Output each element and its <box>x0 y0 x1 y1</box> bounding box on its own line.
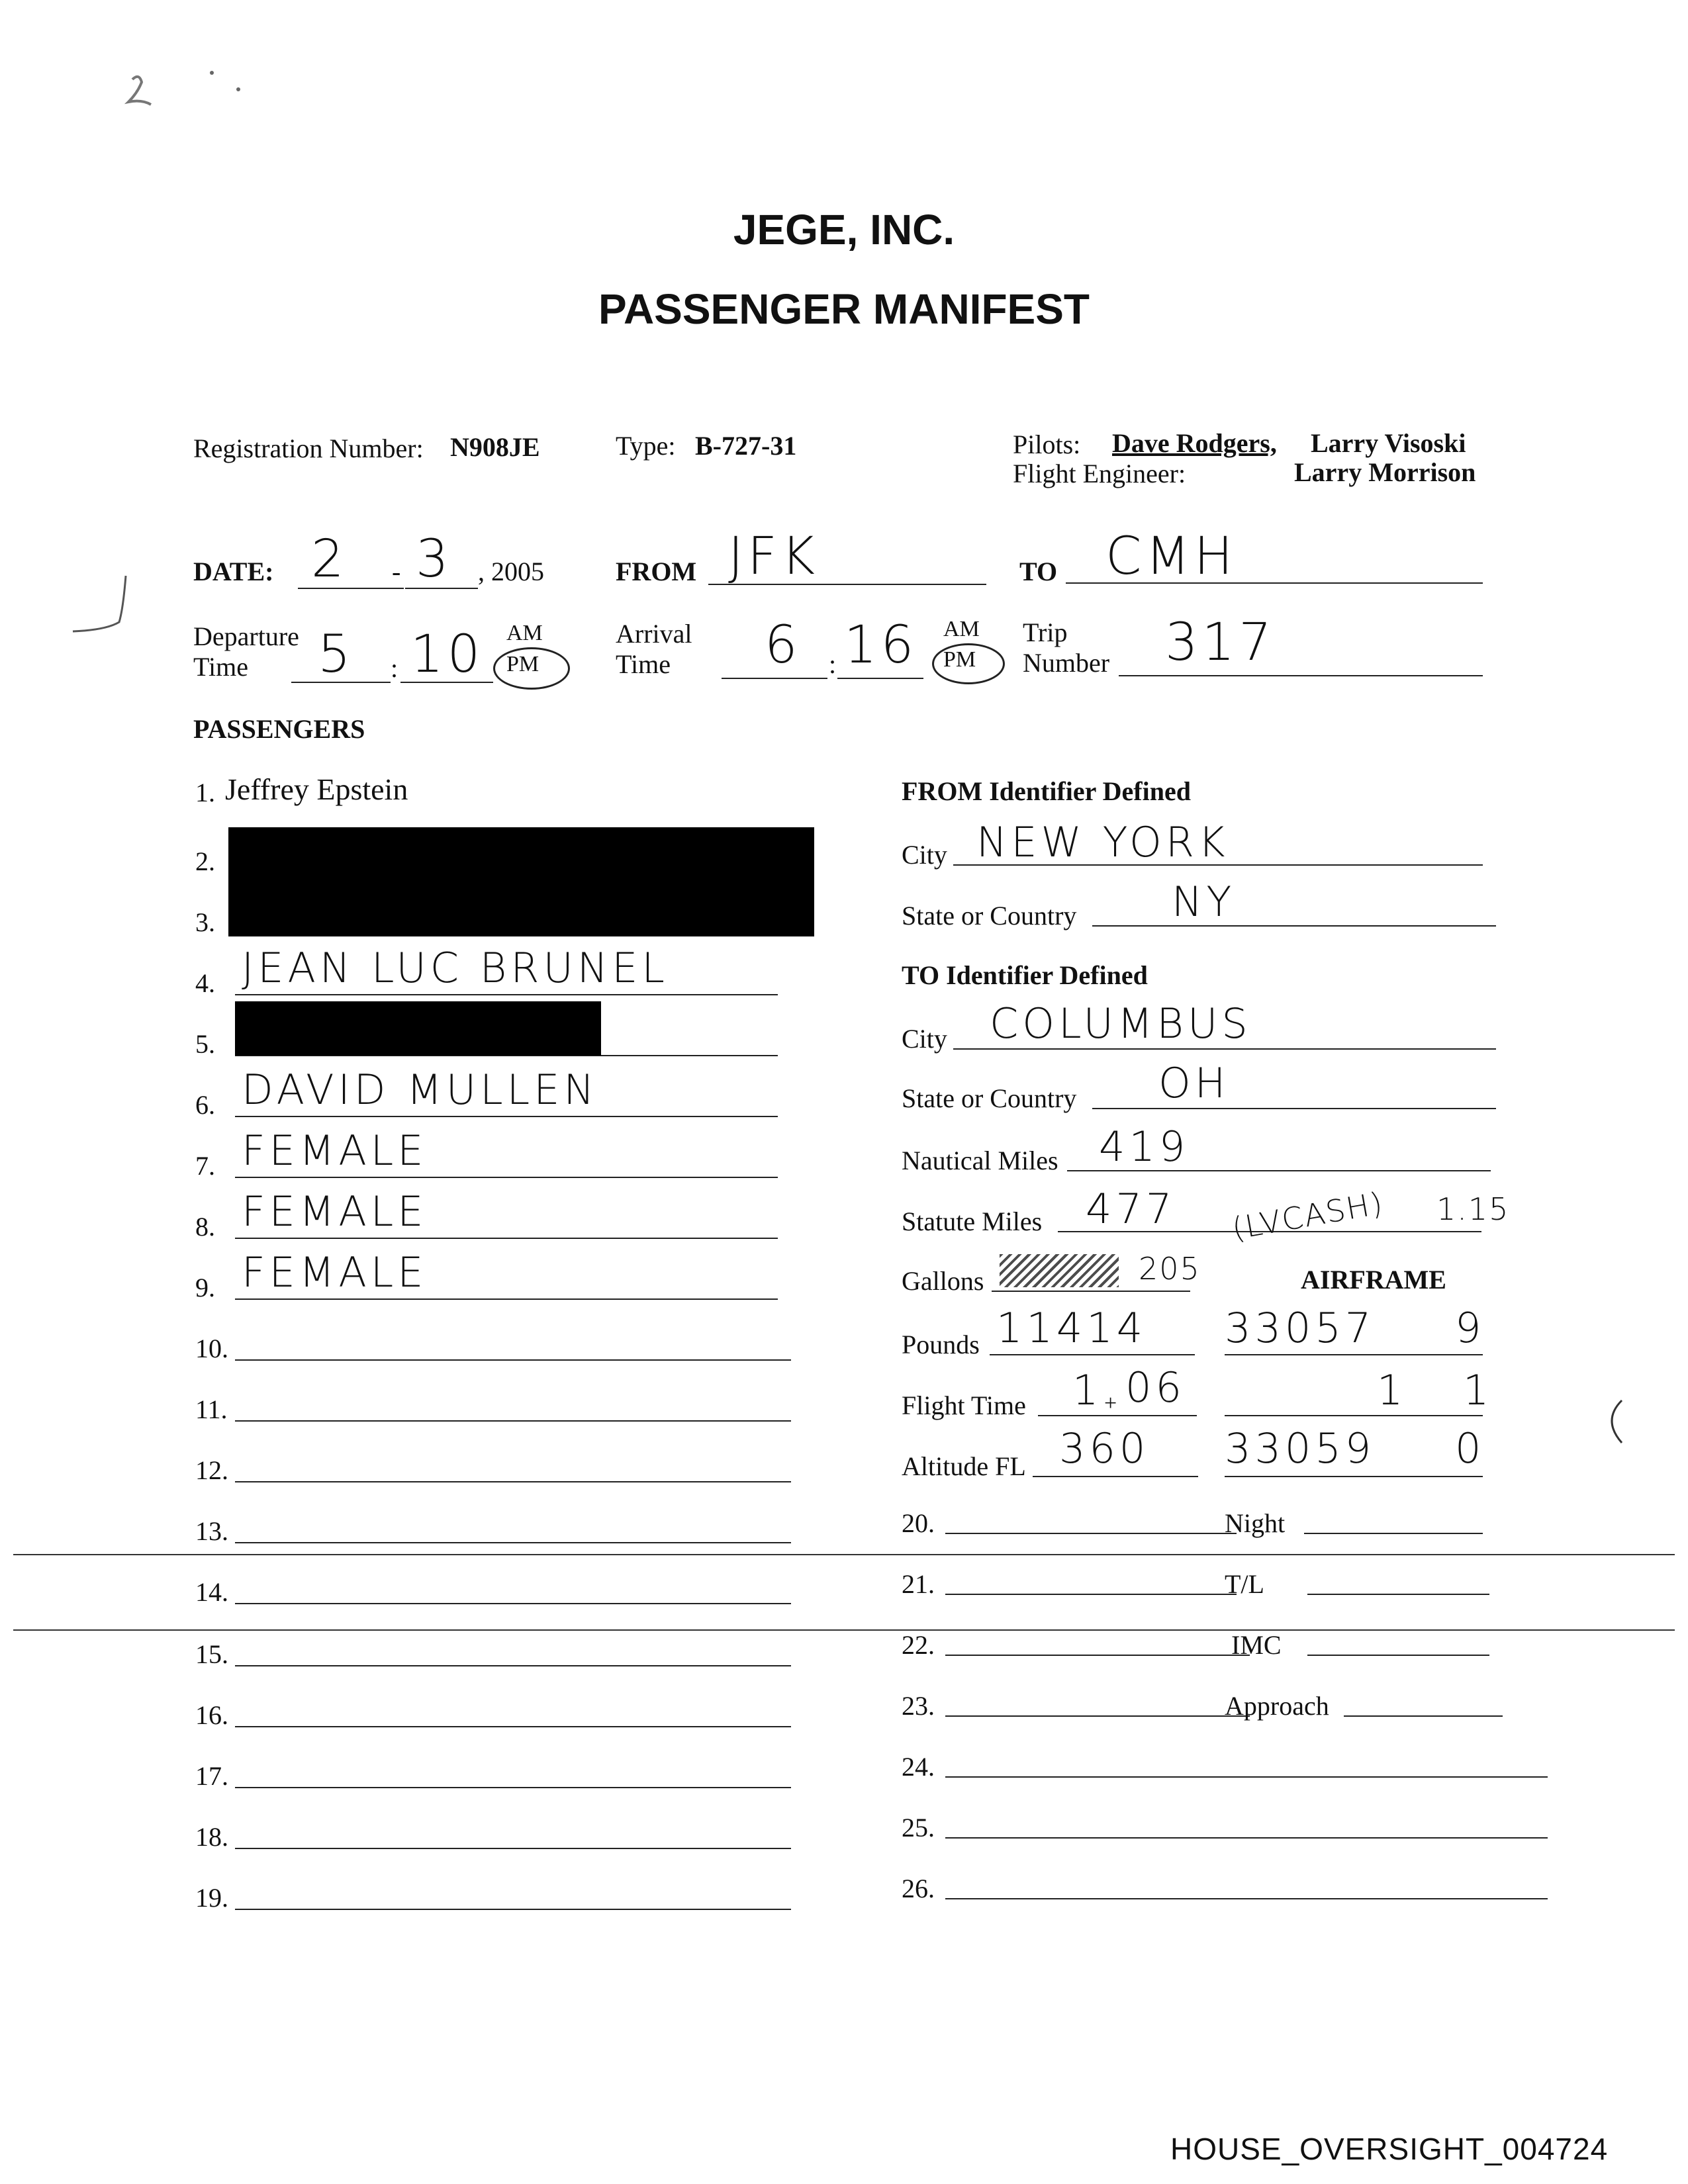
night-label: Night <box>1225 1508 1286 1538</box>
type-value: B-727-31 <box>695 431 797 461</box>
passenger-line <box>235 1909 791 1910</box>
redaction-box <box>228 827 814 936</box>
gallons-value: 205 <box>1139 1251 1201 1287</box>
departure-label-2: Time <box>193 652 249 682</box>
passenger-number: 19. <box>195 1883 228 1913</box>
type-label: Type: <box>616 431 676 461</box>
approach-label: Approach <box>1225 1691 1329 1721</box>
nautical-value: 419 <box>1099 1122 1190 1171</box>
passenger-number: 6. <box>195 1090 215 1120</box>
date-year: , 2005 <box>478 557 544 586</box>
gallons-label: Gallons <box>902 1266 984 1296</box>
nautical-label: Nautical Miles <box>902 1146 1058 1175</box>
tl-line <box>1307 1594 1489 1595</box>
arrival-hour-line <box>722 678 827 679</box>
from-city-value: NEW YORK <box>976 818 1229 866</box>
stray-mark <box>1602 1396 1628 1449</box>
pilots-label: Pilots: <box>1013 430 1081 459</box>
date-label: DATE: <box>193 557 274 586</box>
arrival-colon: : <box>829 649 837 679</box>
arrival-pm: PM <box>943 647 976 672</box>
passenger-line <box>235 1603 791 1604</box>
passenger-line <box>235 1359 791 1361</box>
passenger-line <box>235 1298 778 1300</box>
flight-time-minutes: 06 <box>1125 1363 1186 1412</box>
passenger-number: 1. <box>195 778 215 807</box>
trip-label-1: Trip <box>1023 617 1068 647</box>
row-number: 21. <box>902 1569 935 1599</box>
row-line <box>945 1837 1548 1839</box>
from-state-label: State or Country <box>902 901 1077 931</box>
row-number: 25. <box>902 1813 935 1843</box>
pounds-value: 11414 <box>996 1304 1147 1352</box>
approach-line <box>1344 1715 1503 1717</box>
airframe-end: 33059 <box>1225 1424 1376 1473</box>
passenger-number: 9. <box>195 1273 215 1302</box>
statute-label: Statute Miles <box>902 1206 1043 1236</box>
arrival-label-1: Arrival <box>616 619 692 649</box>
from-city-label: City <box>902 840 947 870</box>
to-state-value: OH <box>1158 1059 1230 1107</box>
row-line <box>945 1655 1250 1656</box>
to-state-label: State or Country <box>902 1083 1077 1113</box>
statute-note: (LVCASH) <box>1229 1185 1387 1247</box>
arrival-min-line <box>837 678 923 679</box>
from-label: FROM <box>616 557 697 586</box>
date-sep: - <box>392 557 401 586</box>
airframe-end-line <box>1225 1476 1483 1477</box>
pounds-label: Pounds <box>902 1330 980 1359</box>
pounds-line <box>990 1354 1195 1355</box>
departure-pm-circle <box>493 647 570 690</box>
passenger-name: FEMALE <box>242 1126 428 1175</box>
airframe-start-decimal: 9 <box>1455 1304 1485 1352</box>
passenger-number: 12. <box>195 1455 228 1485</box>
row-line <box>945 1715 1250 1717</box>
airframe-start-line <box>1225 1354 1483 1355</box>
passenger-line <box>235 1787 791 1788</box>
airframe-time: 1 <box>1377 1366 1407 1414</box>
airframe-time-line <box>1225 1415 1483 1416</box>
from-value: JFK <box>728 527 820 586</box>
night-line <box>1304 1533 1483 1534</box>
passenger-number: 10. <box>195 1334 228 1363</box>
date-day: 3 <box>416 529 453 589</box>
passenger-number: 4. <box>195 968 215 998</box>
row-line <box>945 1533 1237 1534</box>
to-label: TO <box>1019 557 1058 586</box>
passenger-line <box>235 1665 791 1666</box>
trip-number-line <box>1119 675 1483 676</box>
passenger-line <box>235 994 778 995</box>
stray-mark <box>113 53 245 132</box>
passenger-number: 18. <box>195 1822 228 1852</box>
to-city-line <box>953 1048 1496 1050</box>
passenger-name: FEMALE <box>242 1248 428 1297</box>
passenger-number: 2. <box>195 846 215 876</box>
altitude-line <box>1033 1476 1198 1477</box>
pilot-2: Larry Visoski <box>1311 428 1466 458</box>
imc-line <box>1307 1655 1489 1656</box>
scan-rule <box>13 1629 1675 1631</box>
flight-time-label: Flight Time <box>902 1390 1026 1420</box>
departure-hour: 5 <box>318 625 355 684</box>
to-state-line <box>1092 1108 1496 1109</box>
scan-rule <box>13 1554 1675 1555</box>
row-line <box>945 1898 1548 1899</box>
airframe-time-decimal: 1 <box>1463 1366 1493 1414</box>
row-number: 20. <box>902 1508 935 1538</box>
imc-label: IMC <box>1231 1630 1282 1660</box>
passenger-name: JEAN LUC BRUNEL <box>242 944 669 992</box>
passenger-number: 7. <box>195 1151 215 1181</box>
passenger-line <box>235 1420 791 1422</box>
passenger-line <box>235 1238 778 1239</box>
departure-pm: PM <box>506 652 539 676</box>
row-number: 22. <box>902 1630 935 1660</box>
from-state-line <box>1092 925 1496 927</box>
registration-value: N908JE <box>450 432 540 462</box>
gallons-line <box>992 1291 1190 1292</box>
to-city-value: COLUMBUS <box>990 999 1252 1048</box>
row-line <box>945 1776 1548 1778</box>
flight-time-line <box>1038 1415 1197 1416</box>
arrival-pm-circle <box>932 643 1005 684</box>
passenger-line <box>235 1542 791 1543</box>
to-value: CMH <box>1105 527 1237 586</box>
passenger-number: 5. <box>195 1029 215 1059</box>
row-number: 23. <box>902 1691 935 1721</box>
passenger-line <box>235 1848 791 1849</box>
airframe-start: 33057 <box>1225 1304 1376 1352</box>
row-number: 24. <box>902 1752 935 1782</box>
from-identifier-heading: FROM Identifier Defined <box>902 776 1191 806</box>
airframe-heading: AIRFRAME <box>1301 1265 1446 1295</box>
pilot-1: Dave Rodgers, <box>1112 428 1277 458</box>
passengers-heading: PASSENGERS <box>193 714 365 744</box>
arrival-label-2: Time <box>616 649 671 679</box>
arrival-am: AM <box>943 617 980 641</box>
trip-label-2: Number <box>1023 648 1110 678</box>
arrival-hour: 6 <box>765 615 802 675</box>
flight-engineer-value: Larry Morrison <box>1294 457 1476 487</box>
page-title: PASSENGER MANIFEST <box>598 285 1090 333</box>
arrival-min: 16 <box>844 615 918 675</box>
passenger-number: 13. <box>195 1516 228 1546</box>
bates-number: HOUSE_OVERSIGHT_004724 <box>1170 2132 1609 2166</box>
passenger-number: 14. <box>195 1577 228 1607</box>
from-state-value: NY <box>1172 878 1236 926</box>
passenger-number: 16. <box>195 1700 228 1730</box>
redaction-box <box>235 1001 601 1056</box>
airframe-end-decimal: 0 <box>1455 1424 1485 1473</box>
date-month: 2 <box>311 529 348 589</box>
passenger-number: 17. <box>195 1761 228 1791</box>
stray-mark <box>66 569 132 642</box>
passenger-number: 15. <box>195 1639 228 1669</box>
row-number: 26. <box>902 1874 935 1903</box>
altitude-value: 360 <box>1059 1424 1150 1473</box>
statute-factor: 1.15 <box>1436 1191 1510 1227</box>
passenger-name: Jeffrey Epstein <box>225 772 408 806</box>
departure-min: 10 <box>410 625 485 684</box>
altitude-label: Altitude FL <box>902 1451 1026 1481</box>
passenger-line <box>235 1116 778 1117</box>
passenger-line <box>235 1177 778 1178</box>
registration-label: Registration Number: <box>193 433 424 463</box>
passenger-name: DAVID MULLEN <box>242 1066 598 1114</box>
flight-time-hours: 1 <box>1072 1366 1103 1414</box>
to-city-label: City <box>902 1024 947 1054</box>
trip-number: 317 <box>1165 613 1276 672</box>
scribbled-out-value <box>1000 1254 1119 1287</box>
passenger-name: FEMALE <box>242 1187 428 1236</box>
row-line <box>945 1594 1237 1595</box>
statute-value: 477 <box>1086 1185 1176 1233</box>
tl-label: T/L <box>1225 1569 1264 1599</box>
to-identifier-heading: TO Identifier Defined <box>902 960 1148 990</box>
departure-am: AM <box>506 621 543 645</box>
departure-label-1: Departure <box>193 621 299 651</box>
company-name: JEGE, INC. <box>733 206 955 253</box>
flight-engineer-label: Flight Engineer: <box>1013 459 1186 488</box>
passenger-number: 11. <box>195 1394 228 1424</box>
passenger-number: 8. <box>195 1212 215 1242</box>
passenger-line <box>235 1726 791 1727</box>
departure-colon: : <box>391 653 399 683</box>
passenger-number: 3. <box>195 907 215 937</box>
passenger-line <box>235 1481 791 1482</box>
flight-time-sep: + <box>1104 1391 1117 1416</box>
